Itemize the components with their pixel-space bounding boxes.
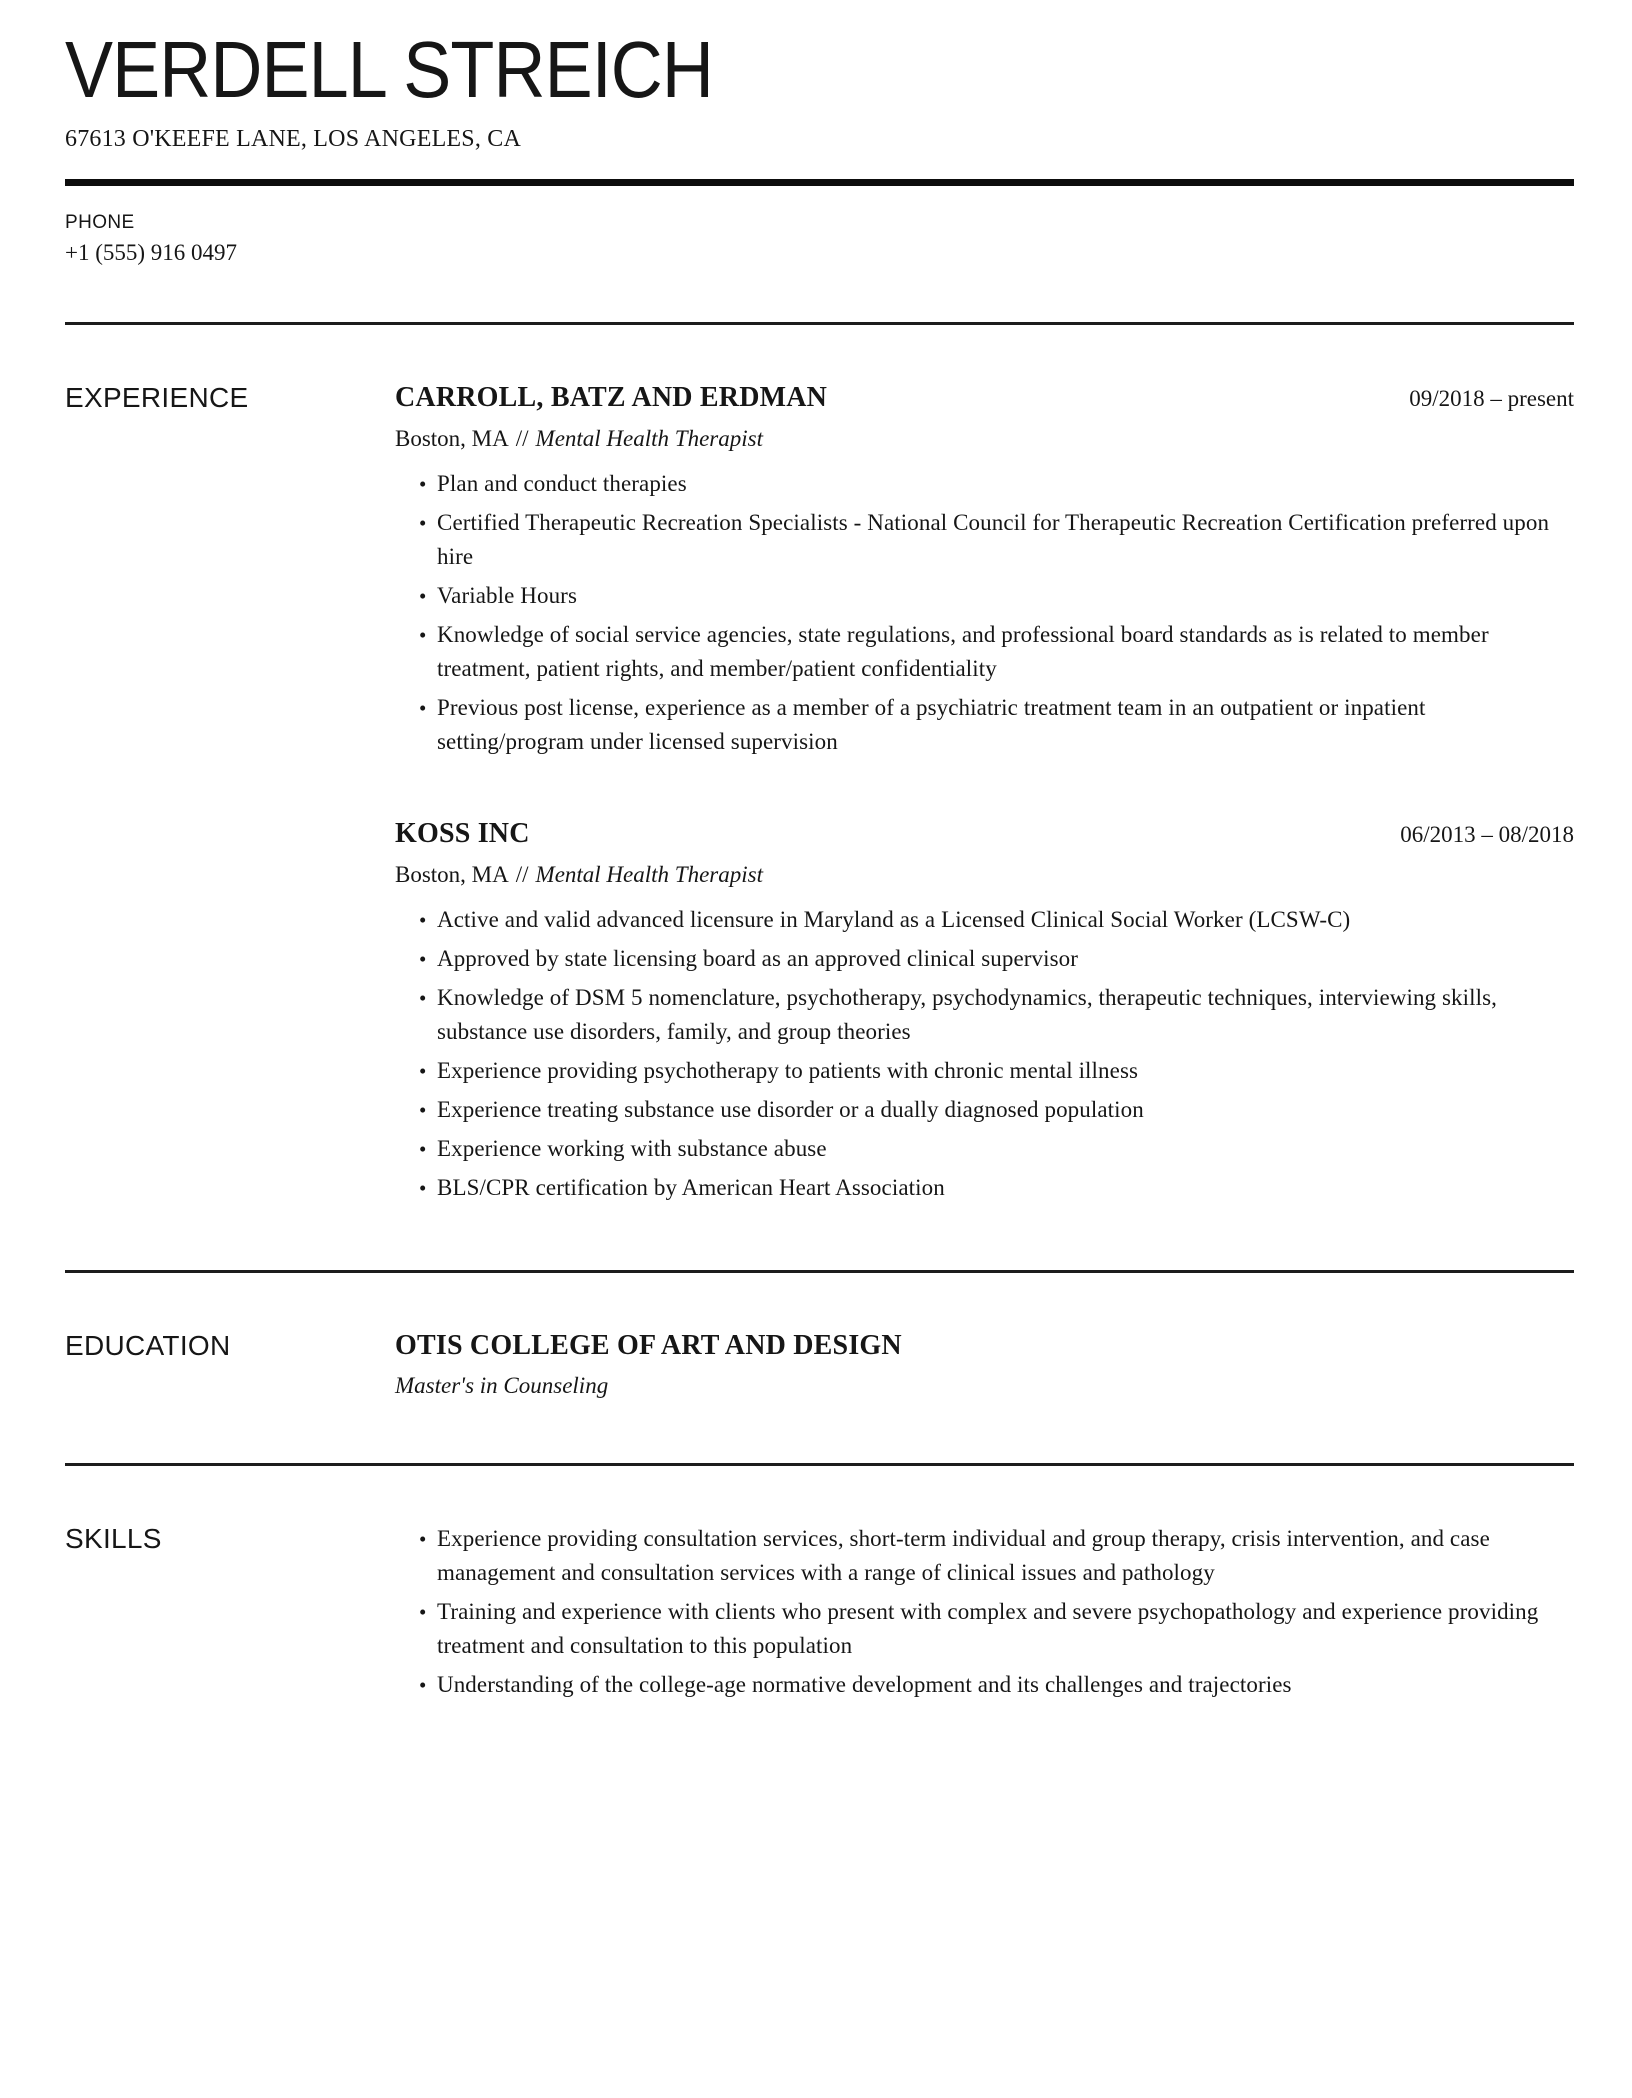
bullet-item: • BLS/CPR certification by American Heart Association (437, 1171, 1574, 1205)
job-subline (395, 859, 1574, 891)
job-location: Boston, MA (395, 862, 509, 887)
candidate-address: 67613 O'KEEFE LANE, LOS ANGELES, CA (65, 126, 521, 152)
job-dates: 06/2013 – 08/2018 (1400, 822, 1574, 847)
bullet-item: • Training and experience with clients who present with complex and severe psychopathology and experience providing treatment and consultation to this population (437, 1595, 1574, 1663)
bullet-item: • Active and valid advanced licensure in Maryland as a Licensed Clinical Social Worker (LCSW-C) (437, 903, 1574, 937)
job-bullet-list (395, 467, 1574, 759)
section-divider (65, 322, 1574, 325)
job-bullet-list (395, 903, 1574, 1205)
job-title: Mental Health Therapist (535, 862, 763, 887)
skills-section-label: SKILLS (65, 1523, 162, 1554)
education-section (65, 1329, 1574, 1399)
job-title: Mental Health Therapist (535, 426, 763, 451)
bullet-item: • Experience treating substance use disorder or a dually diagnosed population (437, 1093, 1574, 1127)
experience-content (395, 381, 1574, 1210)
contact-block (65, 212, 1574, 266)
company-name: CARROLL, BATZ AND ERDMAN (395, 382, 828, 413)
job-header (395, 817, 1574, 851)
company-name: KOSS INC (395, 818, 530, 849)
experience-section-label: EXPERIENCE (65, 382, 249, 413)
phone-label: PHONE (65, 212, 135, 233)
skills-content (395, 1522, 1574, 1707)
bullet-item: • Knowledge of DSM 5 nomenclature, psychotherapy, psychodynamics, therapeutic techniques, interviewing skills, substance use disorders, family, and group theories (437, 981, 1574, 1049)
education-content (395, 1329, 1574, 1399)
education-section-label: EDUCATION (65, 1330, 231, 1361)
experience-section (65, 381, 1574, 1210)
bullet-item: • Certified Therapeutic Recreation Specialists - National Council for Therapeutic Recreation Certification preferred upon hire (437, 506, 1574, 574)
bullet-item: • Approved by state licensing board as an approved clinical supervisor (437, 942, 1574, 976)
job-entry (395, 817, 1574, 1205)
phone-value: +1 (555) 916 0497 (65, 240, 238, 265)
job-location: Boston, MA (395, 426, 509, 451)
skills-bullet-list (395, 1522, 1574, 1702)
bullet-item: • Plan and conduct therapies (437, 467, 1574, 501)
candidate-name: VERDELL STREICH (65, 25, 713, 114)
bullet-item: • Experience providing psychotherapy to patients with chronic mental illness (437, 1054, 1574, 1088)
resume-header (65, 25, 1574, 186)
job-subline (395, 423, 1574, 455)
bullet-item: • Previous post license, experience as a member of a psychiatric treatment team in an outpatient or inpatient setting/program under licensed supervision (437, 691, 1574, 759)
section-divider (65, 1270, 1574, 1273)
bullet-item: • Experience working with substance abuse (437, 1132, 1574, 1166)
bullet-item: • Understanding of the college-age normative development and its challenges and trajectories (437, 1668, 1574, 1702)
job-dates: 09/2018 – present (1409, 386, 1574, 411)
bullet-item: • Experience providing consultation services, short-term individual and group therapy, crisis intervention, and case management and consultation services with a range of clinical issues and pathology (437, 1522, 1574, 1590)
degree-name: Master's in Counseling (395, 1373, 609, 1398)
job-entry (395, 381, 1574, 759)
bullet-item: • Variable Hours (437, 579, 1574, 613)
job-separator: // (515, 426, 529, 451)
school-name: OTIS COLLEGE OF ART AND DESIGN (395, 1330, 902, 1361)
bullet-item: • Knowledge of social service agencies, state regulations, and professional board standards as is related to member treatment, patient rights, and member/patient confidentiality (437, 618, 1574, 686)
section-divider (65, 1463, 1574, 1466)
job-separator: // (515, 862, 529, 887)
skills-section (65, 1522, 1574, 1707)
job-header (395, 381, 1574, 415)
header-divider (65, 179, 1574, 186)
